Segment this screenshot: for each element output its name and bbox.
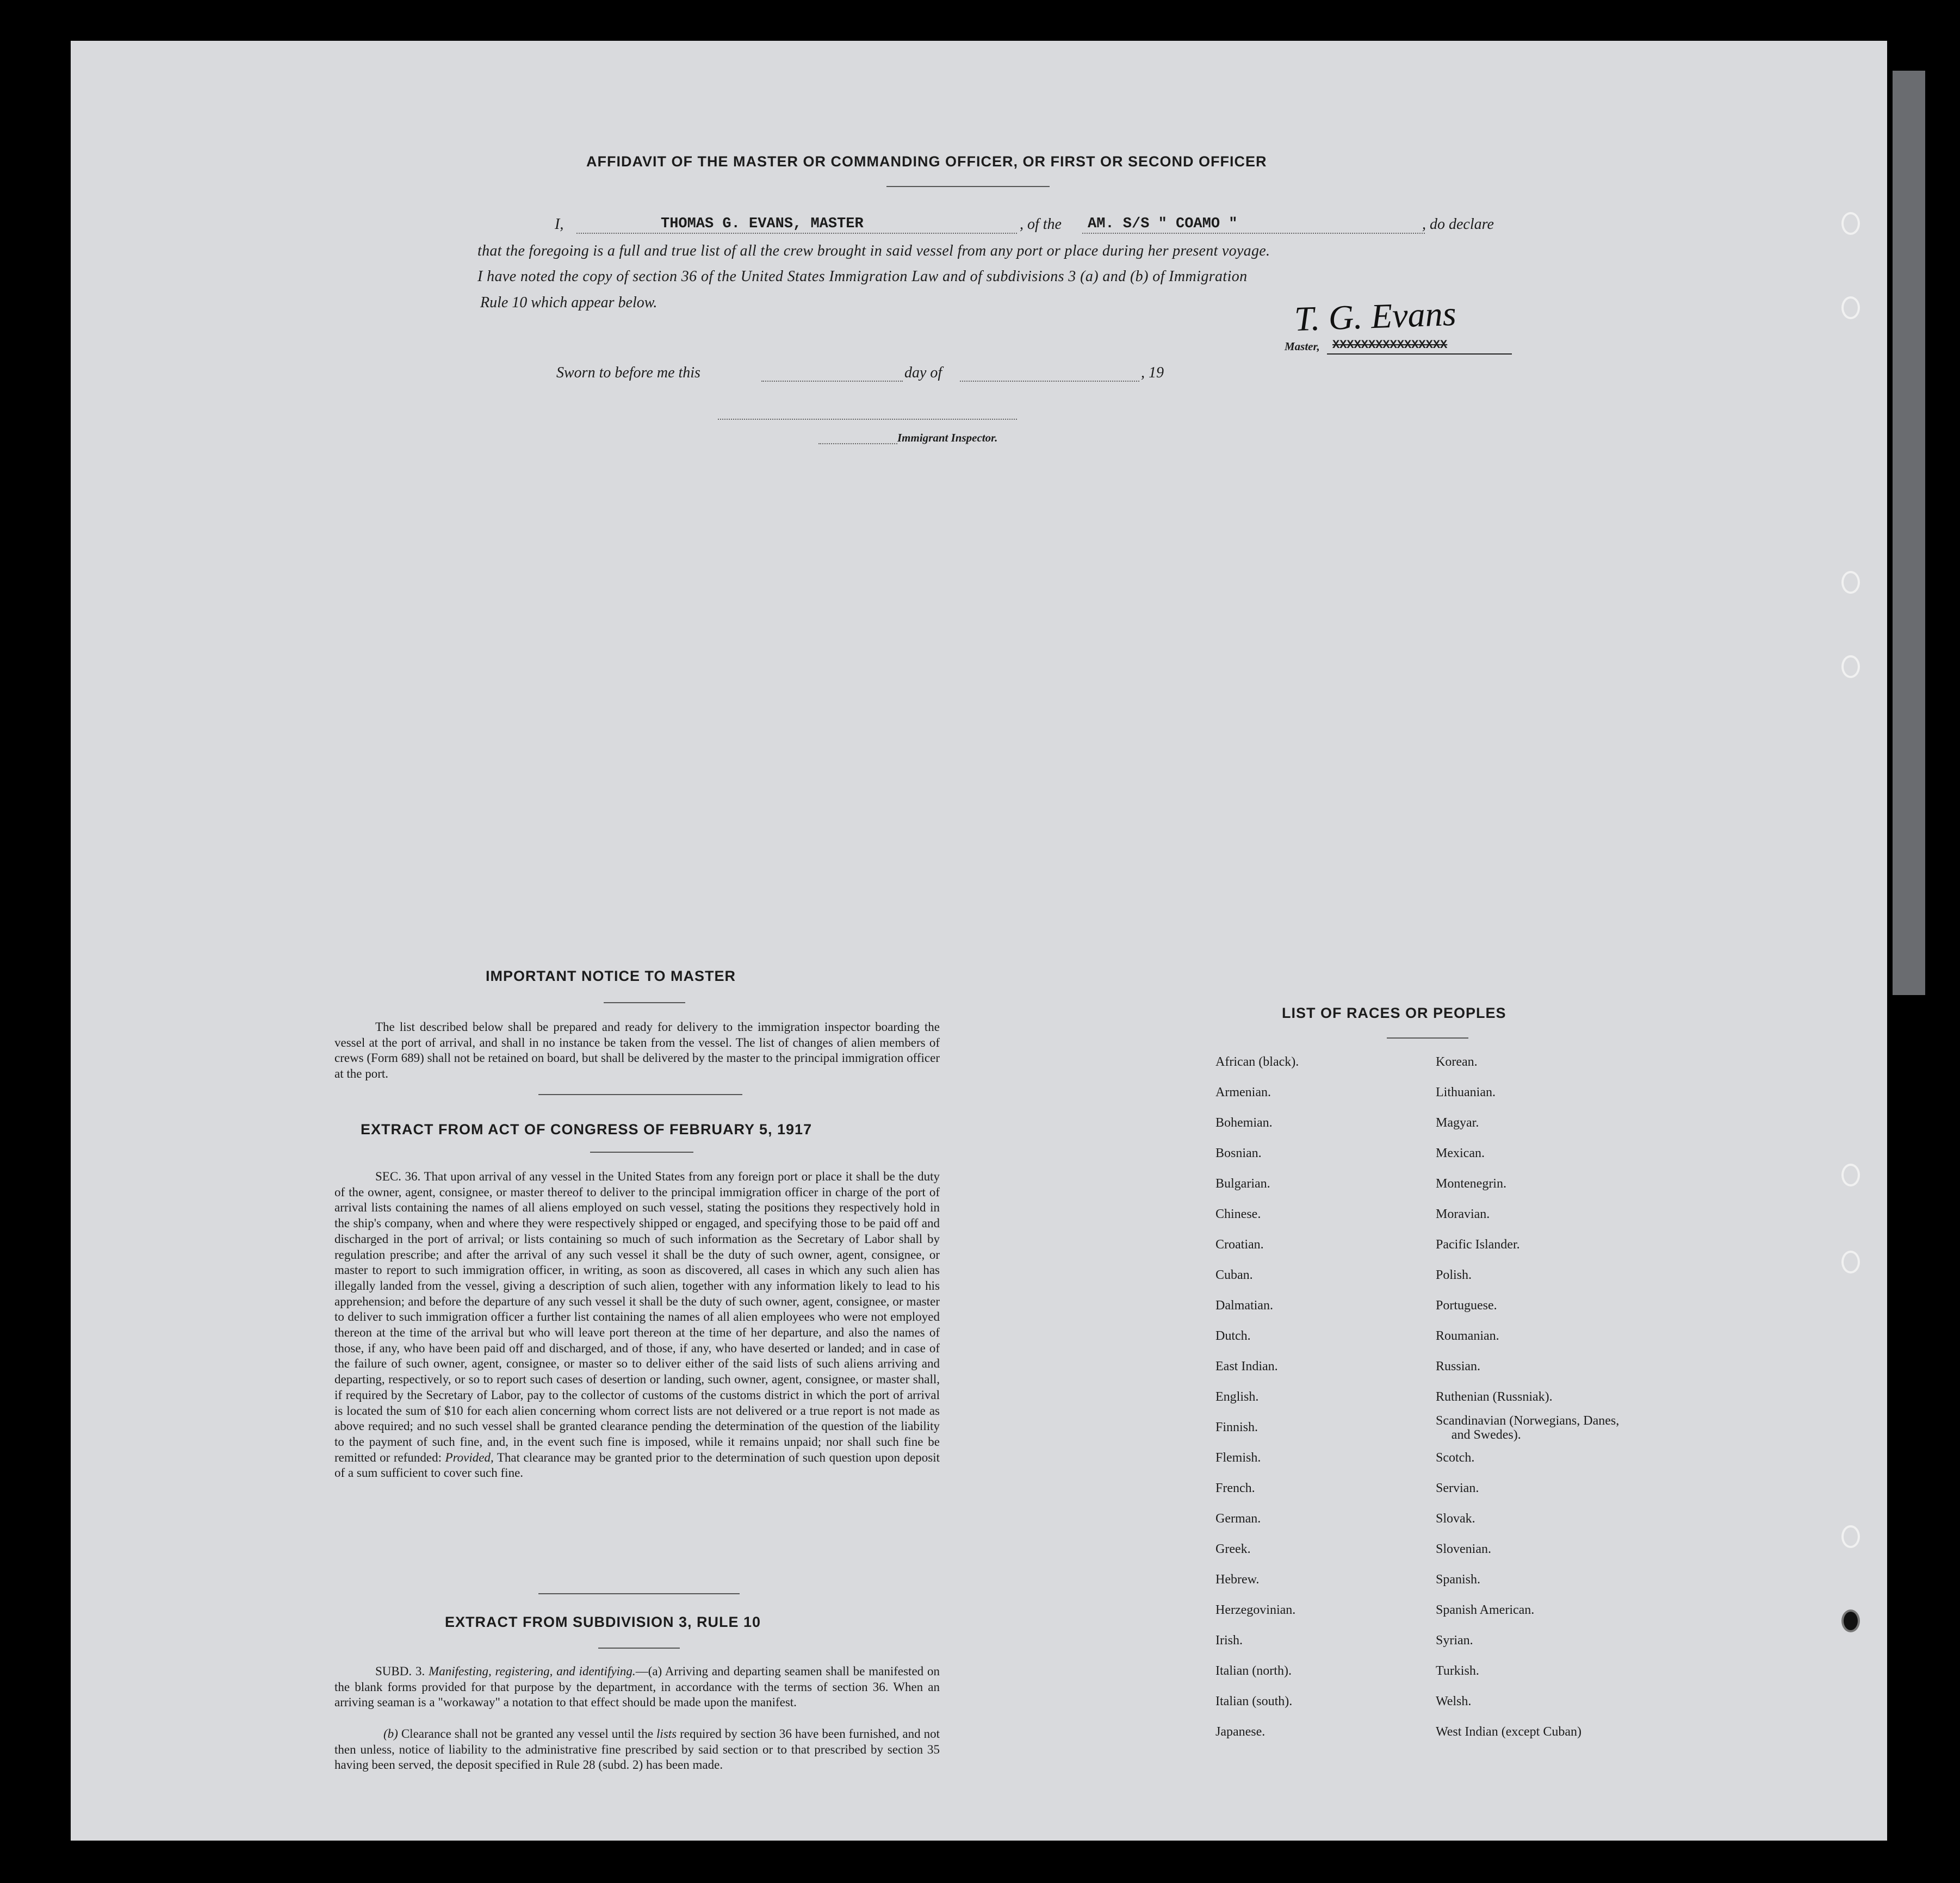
divider	[538, 1094, 742, 1095]
race-right: Mexican.	[1436, 1146, 1485, 1160]
race-left: Italian (south).	[1215, 1694, 1293, 1708]
subdivision-a-body: Arriving and departing seamen shall be manifested on the blank forms provided for that purpose by the department, in accordance with the terms of section 36. When an arriving seaman is a "workaway" a notation to that effect should be made upon the manifest.	[334, 1664, 940, 1710]
binder-hole	[1841, 1164, 1860, 1186]
day-of-text: day of	[904, 364, 942, 381]
race-left: Bohemian.	[1215, 1116, 1273, 1130]
race-right: Turkish.	[1436, 1664, 1479, 1678]
divider	[886, 186, 1050, 187]
race-right: Slovak.	[1436, 1512, 1475, 1526]
subdivision-b-body-1: Clearance shall not be granted any vessel until the	[401, 1727, 654, 1741]
race-left: Flemish.	[1215, 1451, 1261, 1465]
affidavit-pronoun: I,	[555, 216, 564, 233]
section-body: That upon arrival of any vessel in the United States from any foreign port or place it shall be the duty of the owner, agent, consignee, or master thereof to deliver to the principal immigration officer in charge of the port of arrival lists containing the names of all aliens employed on such vessel, stating the positions they respectively hold in the ship's company, when and where they were respectively shipped or engaged, and specifying those to be paid off and discharged in the port of arrival; or lists containing so much of such information as the Secretary of Labor shall by regulation prescribe; and after the arrival of any such vessel it shall be the duty of such owner, agent, consignee, or master to report to such immigration officer, in writing, as soon as discovered, all cases in which any such alien has illegally landed from the vessel, giving a description of such alien, together with any information likely to lead to his apprehension; and before the departure of any such vessel it shall be the duty of such owner, agent, consignee, or master to deliver to such immigration officer a further list containing the names of all alien employees who were not employed thereon at the time of the arrival but who will leave port thereon at the time of her departure, and also the names of those, if any, who have been paid off and discharged, and of those, if any, who have deserted or landed; and in case of the failure of such owner, agent, consignee, or master so to deliver either of the said lists of such aliens arriving and departing, respectively, or so to report such cases of desertion or landing, such owner, agent, consignee, or master shall, if required by the Secretary of Labor, pay to the collector of customs of the customs district in which the port of arrival is located the sum of $10 for each alien concerning whom correct lists are not delivered or a true report is not made as above required; and no such vessel shall be granted clearance pending the determination of the question of the liability to the payment of such fine, and, in the event such fine is imposed, while it remains unpaid; nor shall such fine be remitted or refunded:	[334, 1170, 940, 1464]
race-left: Finnish.	[1215, 1420, 1258, 1434]
subdivision-b-lists: lists	[656, 1727, 677, 1741]
race-left: Herzegovinian.	[1215, 1603, 1296, 1617]
notice-title: IMPORTANT NOTICE TO MASTER	[486, 968, 736, 984]
race-right: Montenegrin.	[1436, 1177, 1506, 1191]
subdivision-label: SUBD. 3.	[375, 1664, 425, 1678]
race-right: Spanish.	[1436, 1573, 1481, 1587]
section-label: SEC. 36.	[375, 1170, 421, 1183]
race-right: Polish.	[1436, 1268, 1472, 1282]
race-right: Pacific Islander.	[1436, 1238, 1520, 1252]
race-right: Slovenian.	[1436, 1542, 1491, 1556]
vessel-line	[1082, 233, 1425, 234]
race-right: Roumanian.	[1436, 1329, 1499, 1343]
race-left: Cuban.	[1215, 1268, 1253, 1282]
race-left: East Indian.	[1215, 1359, 1278, 1374]
affidavit-line-2: that the foregoing is a full and true list of all the crew brought in said vessel from any port or place during her present voyage.	[477, 243, 1270, 259]
race-left: Irish.	[1215, 1633, 1243, 1648]
affidavit-line-4: Rule 10 which appear below.	[480, 294, 658, 311]
race-right: Lithuanian.	[1436, 1085, 1496, 1099]
race-left: African (black).	[1215, 1055, 1299, 1069]
race-left: Chinese.	[1215, 1207, 1261, 1221]
extract-rule-title: EXTRACT FROM SUBDIVISION 3, RULE 10	[445, 1614, 761, 1630]
divider	[598, 1648, 680, 1649]
sworn-month-line	[960, 381, 1139, 382]
subdivision-a-text	[334, 1664, 940, 1711]
race-right: Spanish American.	[1436, 1603, 1535, 1617]
master-label: Master,	[1285, 340, 1320, 353]
subdivision-a-label: —(a)	[635, 1664, 662, 1678]
provided-word: Provided,	[445, 1450, 494, 1464]
subdivision-b-body-2: required by section 36 have been furnished, and not then unless, notice of liability to the administrative fine prescribed by said section or to that prescribed by section 35 having been served, the deposit specified in Rule 28 (subd. 2) has been made.	[334, 1727, 940, 1772]
race-left: Dalmatian.	[1215, 1298, 1273, 1313]
divider	[604, 1002, 685, 1003]
inspector-label: Immigrant Inspector.	[897, 431, 998, 444]
sworn-text: Sworn to before me this	[556, 364, 700, 381]
subdivision-b-label: (b)	[383, 1727, 398, 1741]
race-left: German.	[1215, 1512, 1261, 1526]
divider	[1387, 1037, 1468, 1039]
race-right: Ruthenian (Russniak).	[1436, 1390, 1553, 1404]
binder-hole	[1841, 571, 1860, 594]
binder-hole	[1841, 1251, 1860, 1273]
vessel-name: AM. S/S " COAMO "	[1088, 216, 1238, 232]
year-text: , 19	[1141, 364, 1164, 381]
race-right: Scotch.	[1436, 1451, 1475, 1465]
race-left: Bulgarian.	[1215, 1177, 1270, 1191]
race-left: French.	[1215, 1481, 1255, 1495]
race-right: Russian.	[1436, 1359, 1481, 1374]
name-line	[576, 233, 1017, 234]
race-left: Hebrew.	[1215, 1573, 1260, 1587]
race-right: Syrian.	[1436, 1633, 1473, 1648]
master-name: THOMAS G. EVANS, MASTER	[661, 216, 864, 232]
race-left: Greek.	[1215, 1542, 1251, 1556]
master-struck-text: XXXXXXXXXXXXXXXX	[1332, 338, 1448, 352]
binder-hole	[1841, 212, 1860, 235]
races-title: LIST OF RACES OR PEOPLES	[1282, 1005, 1506, 1021]
section-body-end: That clearance may be granted prior to the determination of such question upon deposit of a sum sufficient to cover such fine.	[334, 1450, 940, 1480]
subdivision-b-text	[334, 1726, 940, 1773]
signature-line	[1327, 353, 1512, 355]
binder-hole	[1841, 1525, 1860, 1548]
race-left: Italian (north).	[1215, 1664, 1292, 1678]
race-right: West Indian (except Cuban)	[1436, 1725, 1581, 1739]
of-the-text: , of the	[1020, 216, 1062, 233]
race-right: Moravian.	[1436, 1207, 1490, 1221]
divider	[590, 1152, 693, 1153]
notice-text: The list described below shall be prepared and ready for delivery to the immigration inspector boarding the vessel at the port of arrival, and shall in no instance be taken from the vessel. The list of changes of alien members of crews (Form 689) shall not be retained on board, but shall be delivered by the master to the principal immigration officer at the port.	[334, 1020, 940, 1081]
affidavit-line-3: I have noted the copy of section 36 of the United States Immigration Law and of subdivisions 3 (a) and (b) of Immigration	[477, 268, 1248, 285]
page-edge	[1893, 71, 1925, 995]
extract-act-title: EXTRACT FROM ACT OF CONGRESS OF FEBRUARY 5, 1917	[361, 1121, 812, 1138]
binder-hole	[1841, 1609, 1860, 1632]
do-declare-text: , do declare	[1422, 216, 1494, 233]
race-right: Servian.	[1436, 1481, 1479, 1495]
race-left: Armenian.	[1215, 1085, 1271, 1099]
race-left: English.	[1215, 1390, 1259, 1404]
document-page	[71, 41, 1887, 1841]
race-right: Scandinavian (Norwegians, Danes, and Swedes).	[1436, 1414, 1620, 1442]
race-right: Korean.	[1436, 1055, 1478, 1069]
race-right: Magyar.	[1436, 1116, 1479, 1130]
race-left: Dutch.	[1215, 1329, 1251, 1343]
section-36-text	[334, 1169, 940, 1481]
sworn-day-line	[761, 381, 903, 382]
affidavit-title: AFFIDAVIT OF THE MASTER OR COMMANDING OFFICER, OR FIRST OR SECOND OFFICER	[586, 153, 1267, 170]
inspector-line-2	[818, 443, 897, 444]
signature: T. G. Evans	[1293, 294, 1457, 339]
race-right: Welsh.	[1436, 1694, 1472, 1708]
race-left: Croatian.	[1215, 1238, 1264, 1252]
binder-hole	[1841, 655, 1860, 678]
subdivision-heading: Manifesting, registering, and identifying.	[429, 1664, 636, 1678]
race-left: Japanese.	[1215, 1725, 1266, 1739]
race-left: Bosnian.	[1215, 1146, 1262, 1160]
inspector-line	[718, 419, 1017, 420]
divider	[538, 1593, 740, 1594]
binder-hole	[1841, 296, 1860, 319]
race-right: Portuguese.	[1436, 1298, 1497, 1313]
